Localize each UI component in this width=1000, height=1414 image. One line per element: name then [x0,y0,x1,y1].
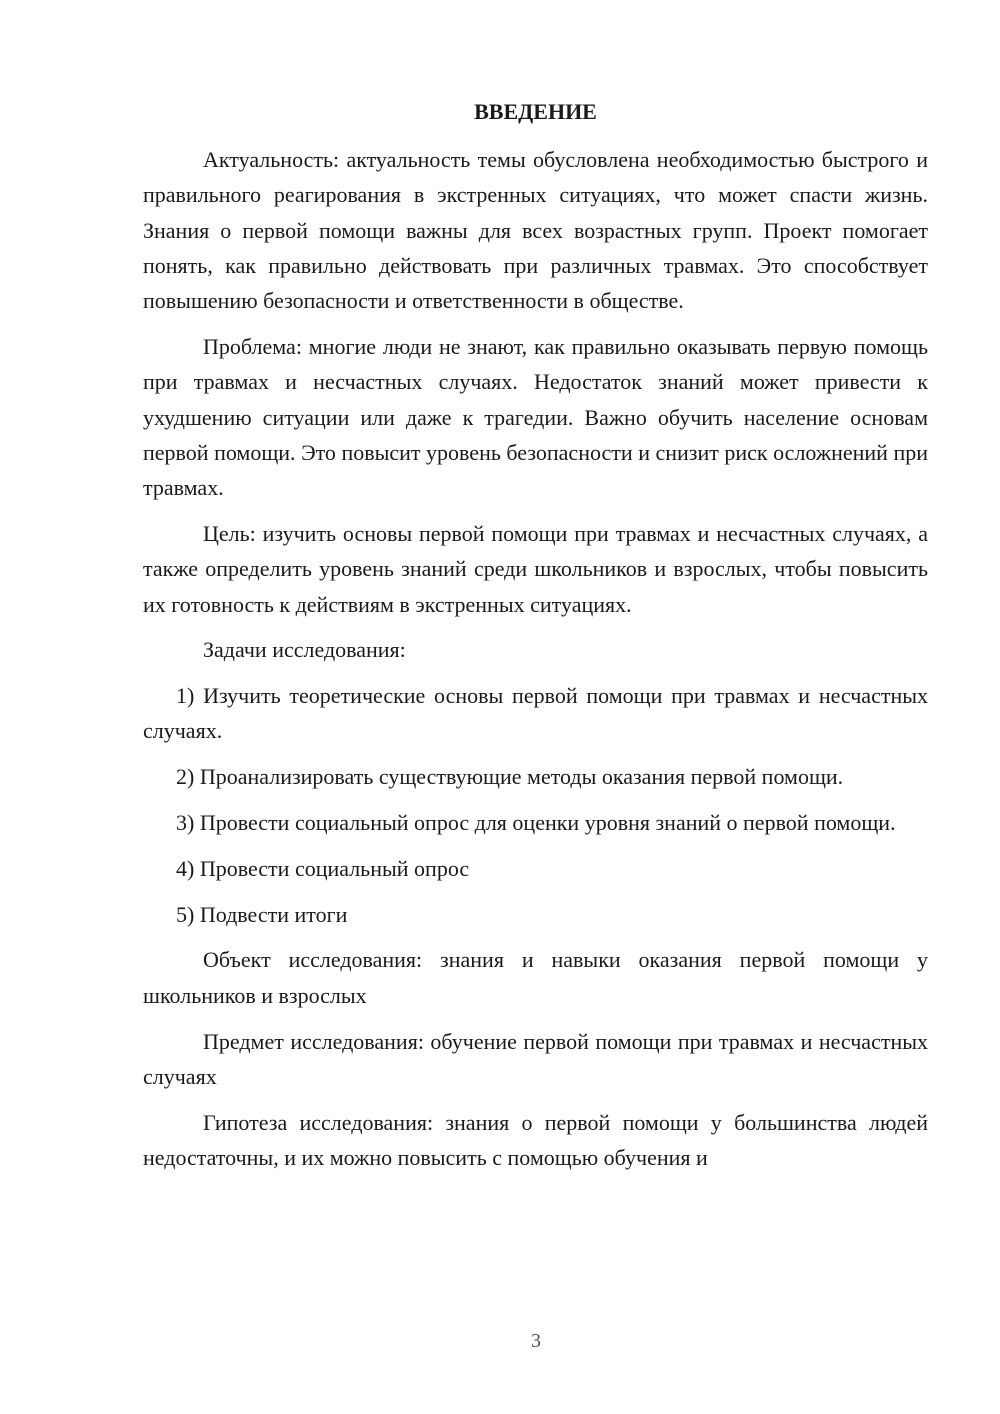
page-number: 3 [531,1330,541,1352]
paragraph-tasks-heading: Задачи исследования: [203,637,406,663]
task-item-1: 1) Изучить теоретические основы первой помощи при травмах и несчастных случаях. [143,683,928,744]
paragraph-hypothesis: Гипотеза исследования: знания о первой помощи у большинства людей недостаточны, и их можно повысить с помощью обучения и [143,1109,928,1170]
paragraph-subject: Предмет исследования: обучение первой помощи при травмах и несчастных случаях [143,1028,928,1089]
paragraph-goal: Цель: изучить основы первой помощи при травмах и несчастных случаях, а также определить уровень знаний среди школьников и взрослых, чтобы повысить их готовность к действиям в экстренных ситуациях. [143,520,928,617]
page-content [143,94,928,1186]
task-item-5: 5) Подвести итоги [176,901,348,927]
paragraph-object: Объект исследования: знания и навыки оказания первой помощи у школьников и взрослых [143,947,928,1008]
section-title: ВВЕДЕНИЕ [474,99,597,124]
paragraph-relevance: Актуальность: актуальность темы обусловлена необходимостью быстрого и правильного реагирования в экстренных ситуациях, что может спасти жизнь. Знания о первой помощи важны для всех возрастных групп. Проект помогает понять, как правильно действовать при различных травмах. Это способствует повышению безопасности и ответственности в обществе. [143,147,928,314]
paragraph-problem: Проблема: многие люди не знают, как правильно оказывать первую помощь при травмах и несчастных случаях. Недостаток знаний может привести к ухудшению ситуации или даже к трагедии. Важно обучить население основам первой помощи. Это повысит уровень безопасности и снизит риск осложнений при травмах. [143,333,928,501]
task-item-2: 2) Проанализировать существующие методы оказания первой помощи. [176,764,844,790]
task-item-4: 4) Провести социальный опрос [176,855,470,881]
task-item-3: 3) Провести социальный опрос для оценки уровня знаний о первой помощи. [176,810,896,836]
